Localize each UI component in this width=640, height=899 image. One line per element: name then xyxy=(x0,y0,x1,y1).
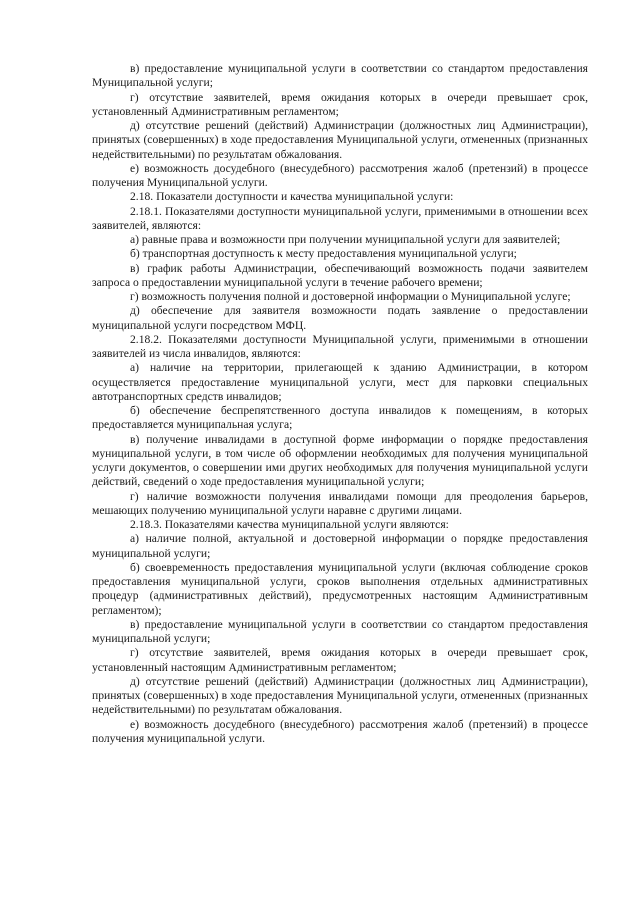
paragraph-2-18-1-a: а) равные права и возможности при получении муниципальной услуги для заявителей; xyxy=(130,233,561,246)
section-heading-2-18: 2.18. Показатели доступности и качества муниципальной услуги: xyxy=(130,190,454,204)
paragraph-2-18-3-d: д) отсутствие решений (действий) Администрации (должностных лиц Администрации), принятых (совершенных) в ходе предоставления Муниципальной услуги, отмененных (признанных недействительными) по результатам обжалования. xyxy=(92,674,588,717)
paragraph-2-18-2-g: г) наличие возможности получения инвалидами помощи для преодоления барьеров, мешающих получению муниципальной услуги наравне с другими лицами. xyxy=(92,489,588,517)
section-2-18-2-intro: 2.18.2. Показателями доступности Муниципальной услуги, применимыми в отношении заявителей из числа инвалидов, являются: xyxy=(92,332,588,360)
paragraph-2-18-1-b: б) транспортная доступность к месту предоставления муниципальной услуги; xyxy=(130,247,517,261)
section-2-18-1-intro: 2.18.1. Показателями доступности муниципальной услуги, применимыми в отношении всех заявителей, являются: xyxy=(92,204,588,232)
paragraph-2-18-3-g: г) отсутствие заявителей, время ожидания которых в очереди превышает срок, установленный настоящим Административным регламентом; xyxy=(92,646,588,674)
paragraph-2-18-1-v: в) график работы Администрации, обеспечивающий возможность подачи заявителем запроса о предоставлении муниципальной услуги в течение рабочего времени; xyxy=(92,261,588,289)
paragraph-2-18-3-a: а) наличие полной, актуальной и достоверной информации о порядке предоставления муниципальной услуги; xyxy=(92,532,588,560)
paragraph-2-18-3-e: е) возможность досудебного (внесудебного) рассмотрения жалоб (претензий) в процессе получения муниципальной услуги. xyxy=(92,717,588,745)
paragraph-1-d: д) отсутствие решений (действий) Администрации (должностных лиц Администрации), принятых (совершенных) в ходе предоставления Муниципальной услуги, отмененных (признанных недействительными) по результатам обжалования. xyxy=(92,119,588,161)
paragraph-2-18-2-v: в) получение инвалидами в доступной форме информации о порядке предоставления муниципальной услуги, в том числе об оформлении необходимых для получения муниципальной услуги документов, о совершении ими других необходимых для получения муниципальной услуги действий, сведений о ходе предоставления муниципальной услуги; xyxy=(92,432,588,489)
paragraph-2-18-3-v: в) предоставление муниципальной услуги в соответствии со стандартом предоставления муниципальной услуги; xyxy=(92,617,588,645)
paragraph-1-e: е) возможность досудебного (внесудебного) рассмотрения жалоб (претензий) в процессе получения Муниципальной услуги. xyxy=(92,161,588,189)
paragraph-2-18-3-b: б) своевременность предоставления муниципальной услуги (включая соблюдение сроков предоставления муниципальной услуги, сроков выполнения отдельных административных процедур (административных действий), предусмотренных настоящим Административным регламентом); xyxy=(92,560,588,617)
paragraph-2-18-2-a: а) наличие на территории, прилегающей к зданию Администрации, в котором осуществляется предоставление муниципальной услуги, мест для парковки специальных автотранспортных средств инвалидов; xyxy=(92,361,588,403)
paragraph-2-18-1-g: г) возможность получения полной и достоверной информации о Муниципальной услуге; xyxy=(130,290,571,303)
paragraph-2-18-2-b: б) обеспечение беспрепятственного доступа инвалидов к помещениям, в которых предоставляется муниципальная услуга; xyxy=(92,404,588,432)
section-2-18-3-intro: 2.18.3. Показателями качества муниципальной услуги являются: xyxy=(130,518,449,531)
paragraph-1-g: г) отсутствие заявителей, время ожидания которых в очереди превышает срок, установленный Административным регламентом; xyxy=(92,90,588,118)
paragraph-2-18-1-d: д) обеспечение для заявителя возможности подать заявление о предоставлении муниципальной услуги посредством МФЦ. xyxy=(92,304,588,332)
paragraph-1-v: в) предоставление муниципальной услуги в соответствии со стандартом предоставления Муниципальной услуги; xyxy=(92,62,588,90)
